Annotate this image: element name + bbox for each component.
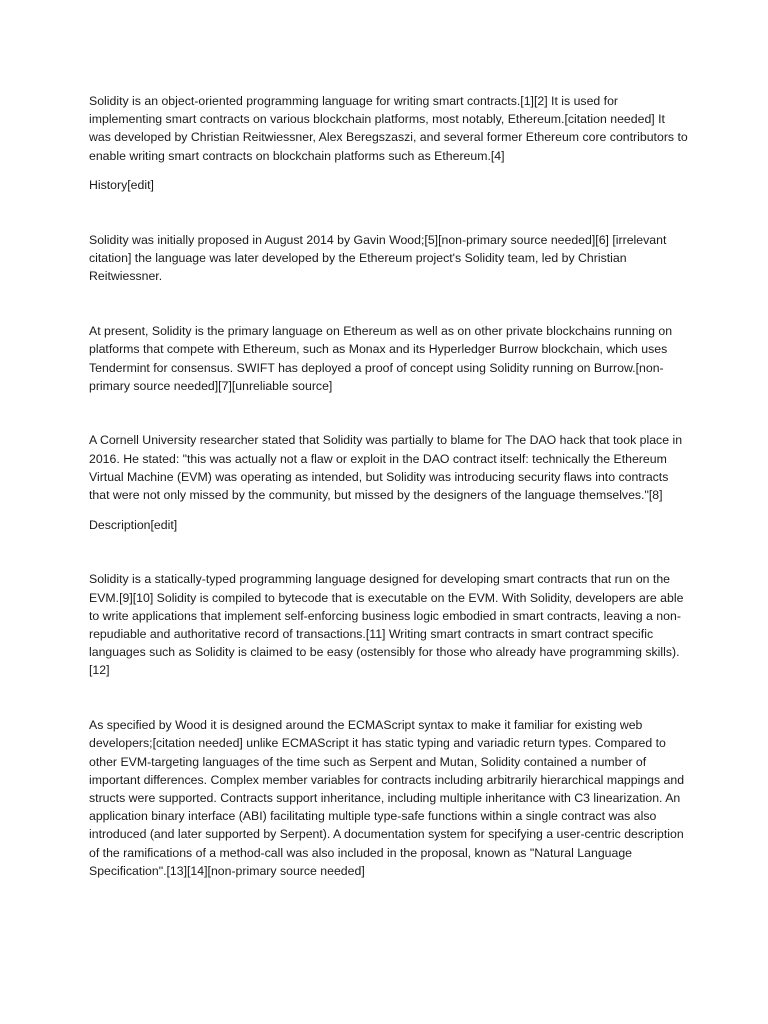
description-paragraph-2: As specified by Wood it is designed around the ECMAScript syntax to make it familiar for existing web developers;[citation needed] unlike ECMAScript it has static typing and variadic return types. Compared to other EVM-targeting languages of the time such as Serpent and Mutan, Solidity contained a number of important differences. Complex member variables for contracts including arbitrarily hierarchical mappings and structs were supported. Contracts support inheritance, including multiple inheritance with C3 linearization. An application binary interface (ABI) facilitating multiple type-safe functions within a single contract was also introduced (and later supported by Serpent). A documentation system for specifying a user-centric description of the ramifications of a method-call was also included in the proposal, known as "Natural Language Specification".[13][14][non-primary source needed] (89, 718, 685, 878)
intro-paragraph: Solidity is an object-oriented programming language for writing smart contracts.[1][2] It is used for implementing smart contracts on various blockchain platforms, most notably, Ethereum.[citation needed] It was developed by Christian Reitwiessner, Alex Beregszaszi, and several former Ethereum core contributors to enable writing smart contracts on blockchain platforms such as Ethereum.[4] (89, 94, 688, 163)
history-paragraph-2: At present, Solidity is the primary language on Ethereum as well as on other private blockchains running on platforms that compete with Ethereum, such as Monax and its Hyperledger Burrow blockchain, which uses Tendermint for consensus. SWIFT has deployed a proof of concept using Solidity running on Burrow.[non-primary source needed][7][unreliable source] (89, 324, 673, 393)
description-heading: Description[edit] (89, 517, 178, 532)
history-heading: History[edit] (89, 178, 154, 193)
history-paragraph-1: Solidity was initially proposed in August 2014 by Gavin Wood;[5][non-primary source needed][6] [irrelevant citation] the language was later developed by the Ethereum project's Solidity team, led by Christian Reitwiessner. (89, 233, 667, 284)
document-page (89, 92, 689, 880)
history-paragraph-3: A Cornell University researcher stated that Solidity was partially to blame for The DAO hack that took place in 2016. He stated: "this was actually not a flaw or exploit in the DAO contract itself: technically the Ethereum Virtual Machine (EVM) was operating as intended, but Solidity was introducing security flaws into contracts that were not only missed by the community, but missed by the designers of the language themselves."[8] (89, 433, 683, 503)
description-paragraph-1: Solidity is a statically-typed programming language designed for developing smart contracts that run on the EVM.[9][10] Solidity is compiled to bytecode that is executable on the EVM. With Solidity, developers are able to write applications that implement self-enforcing business logic embodied in smart contracts, leaving a non-repudiable and authoritative record of transactions.[11] Writing smart contracts in smart contract specific languages such as Solidity is claimed to be easy (ostensibly for those who already have programming skills).[12] (89, 572, 684, 678)
